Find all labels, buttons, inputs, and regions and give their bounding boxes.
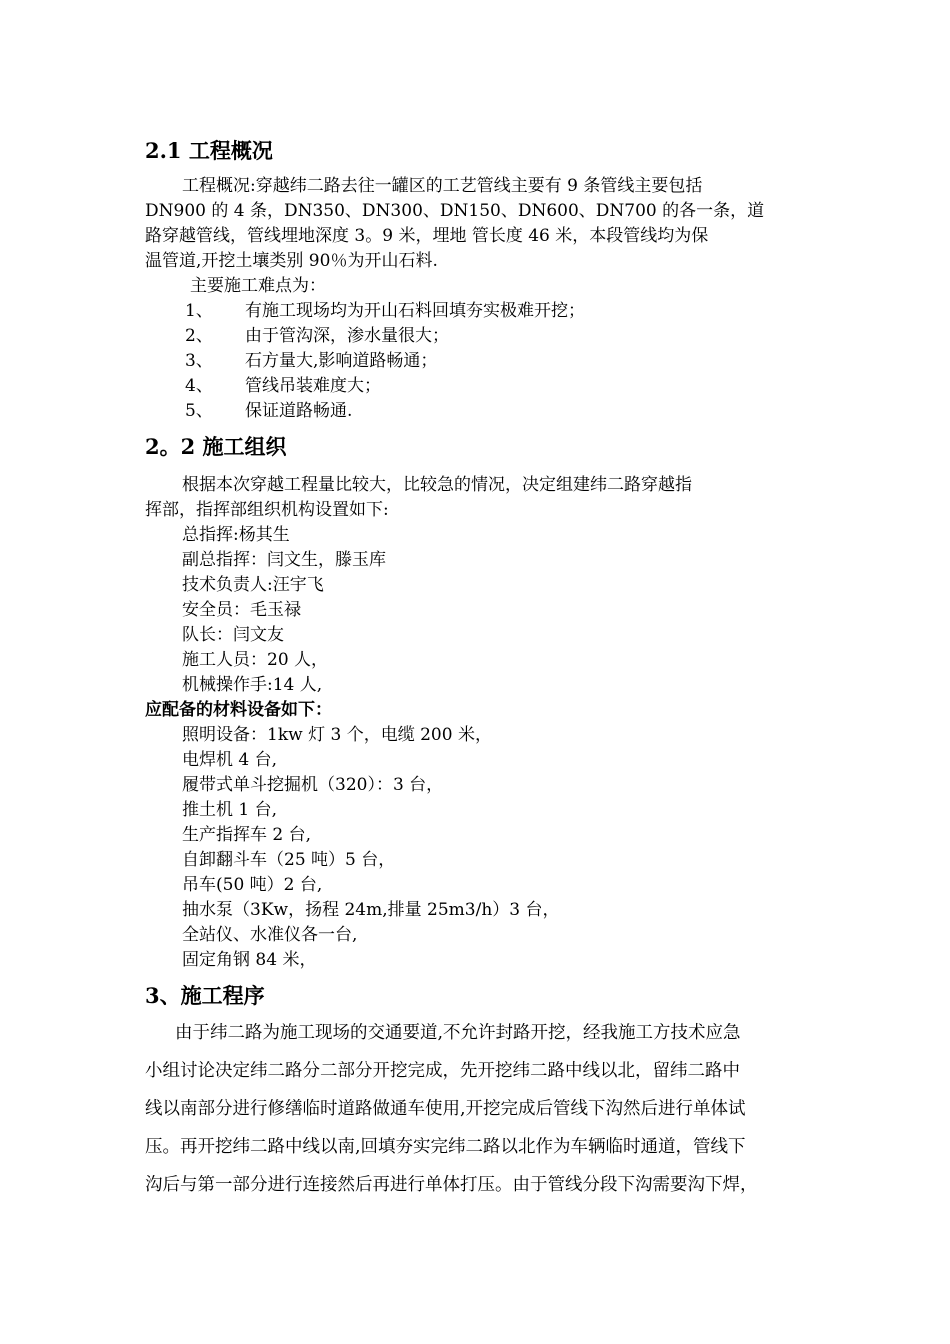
difficulty-item bbox=[185, 399, 352, 424]
equipment-item: 抽水泵（3Kw，扬程 24m,排量 25m3/h）3 台， bbox=[182, 900, 560, 920]
procedure-line-1: 由于纬二路为施工现场的交通要道,不允许封路开挖，经我施工方技术应急 bbox=[175, 1023, 741, 1043]
equipment-item: 电焊机 4 台, bbox=[182, 750, 278, 770]
equipment-item: 推土机 1 台, bbox=[182, 800, 278, 820]
difficulty-item bbox=[185, 299, 585, 324]
section-heading-3: 3、施工程序 bbox=[145, 983, 265, 1008]
org-item: 副总指挥：闫文生，滕玉库 bbox=[182, 550, 386, 570]
difficulty-text: 石方量大,影响道路畅通； bbox=[245, 351, 438, 371]
org-item: 总指挥:杨其生 bbox=[182, 525, 290, 545]
overview-line-2: DN900 的 4 条，DN350、DN300、DN150、DN600、DN700 的各一条，道 bbox=[145, 201, 765, 221]
equipment-item: 全站仪、水准仪各一台, bbox=[182, 925, 358, 945]
difficulty-number: 3、 bbox=[185, 351, 213, 371]
difficulty-number: 4、 bbox=[185, 376, 213, 396]
difficulty-number: 2、 bbox=[185, 326, 213, 346]
procedure-line-5: 沟后与第一部分进行连接然后再进行单体打压。由于管线分段下沟需要沟下焊， bbox=[145, 1175, 758, 1195]
difficulty-item bbox=[185, 374, 381, 399]
difficulty-text: 有施工现场均为开山石料回填夯实极难开挖； bbox=[245, 301, 585, 321]
equipment-item: 自卸翻斗车（25 吨）5 台， bbox=[182, 850, 396, 870]
overview-line-4: 温管道,开挖土壤类别 90％为开山石料. bbox=[145, 251, 438, 271]
org-item: 施工人员：20 人， bbox=[182, 650, 329, 670]
intro-line-2: 挥部，指挥部组织机构设置如下: bbox=[145, 500, 389, 520]
difficulty-text: 由于管沟深，渗水量很大； bbox=[245, 326, 449, 346]
org-item: 队长：闫文友 bbox=[182, 625, 284, 645]
section-heading-2-2: 2。2 施工组织 bbox=[145, 434, 287, 459]
difficulties-title: 主要施工难点为： bbox=[190, 276, 326, 296]
equipment-item: 固定角钢 84 米， bbox=[182, 950, 317, 970]
procedure-line-3: 线以南部分进行修缮临时道路做通车使用,开挖完成后管线下沟然后进行单体试 bbox=[145, 1099, 746, 1119]
difficulty-text: 保证道路畅通. bbox=[245, 401, 353, 421]
equipment-item: 吊车(50 吨）2 台, bbox=[182, 875, 323, 895]
equipment-item: 照明设备：1kw 灯 3 个，电缆 200 米， bbox=[182, 725, 492, 745]
org-item: 安全员：毛玉禄 bbox=[182, 600, 301, 620]
overview-line-1: 工程概况:穿越纬二路去往一罐区的工艺管线主要有 9 条管线主要包括 bbox=[182, 176, 703, 196]
org-item: 技术负责人:汪宇飞 bbox=[182, 575, 324, 595]
difficulty-number: 1、 bbox=[185, 301, 213, 321]
equipment-item: 生产指挥车 2 台, bbox=[182, 825, 312, 845]
difficulty-item bbox=[185, 324, 449, 349]
overview-line-3: 路穿越管线，管线埋地深度 3。9 米，埋地 管长度 46 米，本段管线均为保 bbox=[145, 226, 709, 246]
intro-line-1: 根据本次穿越工程量比较大，比较急的情况，决定组建纬二路穿越指 bbox=[182, 475, 692, 495]
procedure-line-4: 压。再开挖纬二路中线以南,回填夯实完纬二路以北作为车辆临时通道，管线下 bbox=[145, 1137, 746, 1157]
procedure-line-2: 小组讨论决定纬二路分二部分开挖完成，先开挖纬二路中线以北，留纬二路中 bbox=[145, 1061, 740, 1081]
equipment-item: 履带式单斗挖掘机（320）：3 台， bbox=[182, 775, 444, 795]
equipment-title: 应配备的材料设备如下： bbox=[145, 700, 332, 720]
difficulty-text: 管线吊装难度大； bbox=[245, 376, 381, 396]
org-item: 机械操作手:14 人, bbox=[182, 675, 323, 695]
difficulty-number: 5、 bbox=[185, 401, 213, 421]
difficulty-item bbox=[185, 349, 437, 374]
section-heading-2-1: 2.1 工程概况 bbox=[145, 138, 273, 163]
